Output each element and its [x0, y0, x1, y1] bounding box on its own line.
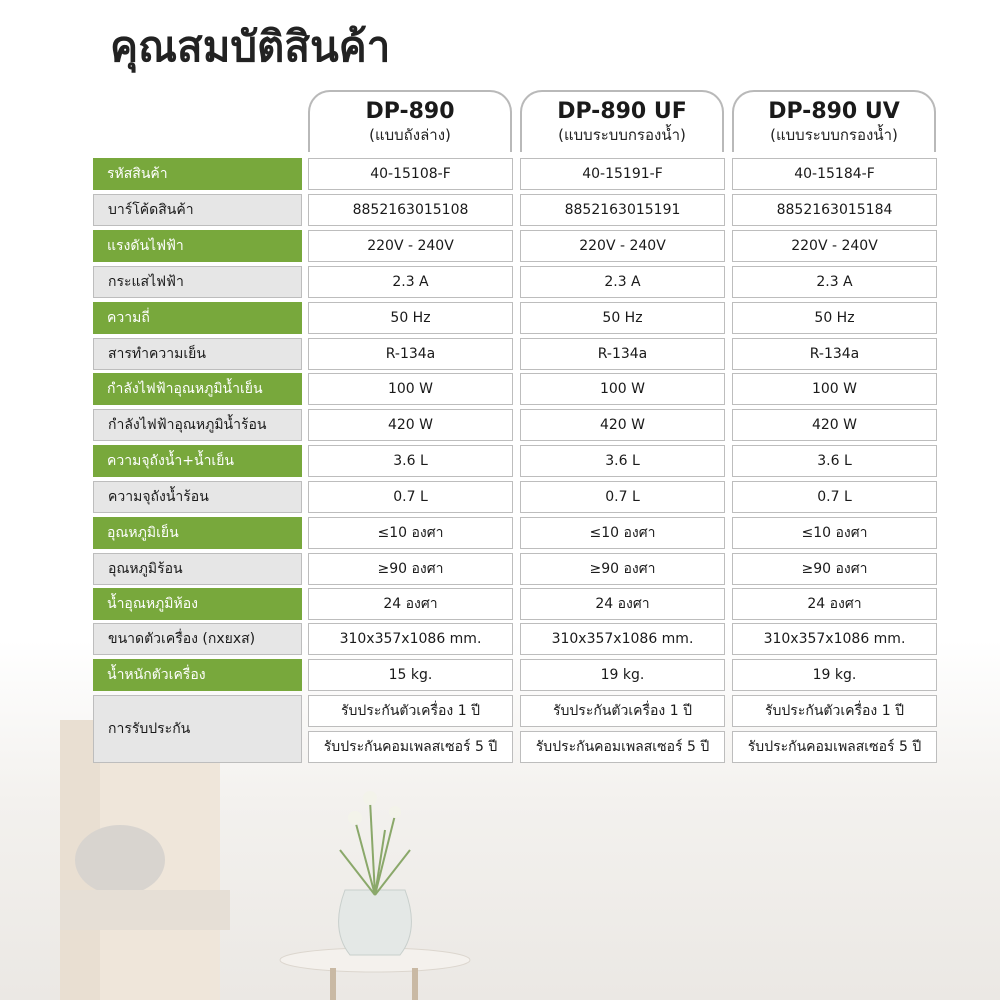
- spec-label: น้ำอุณหภูมิห้อง: [93, 588, 302, 620]
- spec-value: 3.6 L: [520, 445, 725, 477]
- spec-value: R-134a: [520, 338, 725, 370]
- spec-value: 100 W: [520, 373, 725, 405]
- spec-label: กระแสไฟฟ้า: [93, 266, 302, 298]
- spec-value: 420 W: [520, 409, 725, 441]
- spec-label: น้ำหนักตัวเครื่อง: [93, 659, 302, 691]
- warranty-label: การรับประกัน: [93, 695, 302, 763]
- spec-value: 15 kg.: [308, 659, 513, 691]
- spec-value: 100 W: [732, 373, 937, 405]
- chair-seat: [60, 890, 230, 930]
- spec-value: 310x357x1086 mm.: [732, 623, 937, 655]
- spec-label: บาร์โค้ดสินค้า: [93, 194, 302, 226]
- product-subtitle: (แบบระบบกรองน้ำ): [770, 126, 898, 144]
- spec-value: 19 kg.: [520, 659, 725, 691]
- spec-value: 50 Hz: [732, 302, 937, 334]
- spec-label: กำลังไฟฟ้าอุณหภูมิน้ำเย็น: [93, 373, 302, 405]
- spec-value: 310x357x1086 mm.: [520, 623, 725, 655]
- warranty-value: รับประกันคอมเพลสเซอร์ 5 ปี: [308, 731, 513, 763]
- spec-value: 24 องศา: [308, 588, 513, 620]
- product-subtitle: (แบบระบบกรองน้ำ): [558, 126, 686, 144]
- product-model: DP-890 UV: [768, 99, 900, 124]
- product-header-1: [308, 90, 512, 152]
- spec-label: อุณหภูมิร้อน: [93, 553, 302, 585]
- spec-value: 420 W: [732, 409, 937, 441]
- product-subtitle: (แบบถังล่าง): [369, 126, 451, 144]
- spec-value: 40-15108-F: [308, 158, 513, 190]
- spec-value: R-134a: [308, 338, 513, 370]
- spec-value: 50 Hz: [308, 302, 513, 334]
- spec-value: 100 W: [308, 373, 513, 405]
- spec-value: 40-15184-F: [732, 158, 937, 190]
- product-model: DP-890 UF: [557, 99, 687, 124]
- spec-value: 8852163015191: [520, 194, 725, 226]
- spec-value: 0.7 L: [520, 481, 725, 513]
- warranty-value: รับประกันคอมเพลสเซอร์ 5 ปี: [732, 731, 937, 763]
- spec-value: 0.7 L: [308, 481, 513, 513]
- spec-value: 420 W: [308, 409, 513, 441]
- spec-value: 2.3 A: [732, 266, 937, 298]
- table-leg: [412, 968, 418, 1000]
- product-header-3: [732, 90, 936, 152]
- spec-value: 220V - 240V: [520, 230, 725, 262]
- spec-value: 40-15191-F: [520, 158, 725, 190]
- spec-value: 220V - 240V: [308, 230, 513, 262]
- warranty-value: รับประกันคอมเพลสเซอร์ 5 ปี: [520, 731, 725, 763]
- spec-value: ≥90 องศา: [308, 553, 513, 585]
- spec-value: ≤10 องศา: [308, 517, 513, 549]
- spec-value: ≥90 องศา: [520, 553, 725, 585]
- spec-label: สารทำความเย็น: [93, 338, 302, 370]
- spec-value: 220V - 240V: [732, 230, 937, 262]
- product-header-2: [520, 90, 724, 152]
- warranty-value: รับประกันตัวเครื่อง 1 ปี: [308, 695, 513, 727]
- cushion: [75, 825, 165, 895]
- table-leg: [330, 968, 336, 1000]
- spec-value: 19 kg.: [732, 659, 937, 691]
- product-model: DP-890: [365, 99, 455, 124]
- spec-value: 2.3 A: [308, 266, 513, 298]
- spec-value: 24 องศา: [732, 588, 937, 620]
- spec-value: ≥90 องศา: [732, 553, 937, 585]
- spec-label: ขนาดตัวเครื่อง (กxยxส): [93, 623, 302, 655]
- spec-label: ความจุถังน้ำ+น้ำเย็น: [93, 445, 302, 477]
- glass-vase: [339, 890, 412, 955]
- spec-value: ≤10 องศา: [520, 517, 725, 549]
- spec-label: รหัสสินค้า: [93, 158, 302, 190]
- spec-value: 3.6 L: [308, 445, 513, 477]
- page-title: คุณสมบัติสินค้า: [110, 22, 391, 71]
- warranty-value: รับประกันตัวเครื่อง 1 ปี: [732, 695, 937, 727]
- spec-value: 24 องศา: [520, 588, 725, 620]
- spec-label: ความถี่: [93, 302, 302, 334]
- spec-label: ความจุถังน้ำร้อน: [93, 481, 302, 513]
- spec-value: 8852163015108: [308, 194, 513, 226]
- spec-value: 2.3 A: [520, 266, 725, 298]
- spec-label: แรงดันไฟฟ้า: [93, 230, 302, 262]
- spec-value: 3.6 L: [732, 445, 937, 477]
- spec-label: กำลังไฟฟ้าอุณหภูมิน้ำร้อน: [93, 409, 302, 441]
- spec-label: อุณหภูมิเย็น: [93, 517, 302, 549]
- spec-value: R-134a: [732, 338, 937, 370]
- warranty-value: รับประกันตัวเครื่อง 1 ปี: [520, 695, 725, 727]
- spec-value: 0.7 L: [732, 481, 937, 513]
- spec-value: 8852163015184: [732, 194, 937, 226]
- spec-value: 50 Hz: [520, 302, 725, 334]
- spec-value: 310x357x1086 mm.: [308, 623, 513, 655]
- spec-value: ≤10 องศา: [732, 517, 937, 549]
